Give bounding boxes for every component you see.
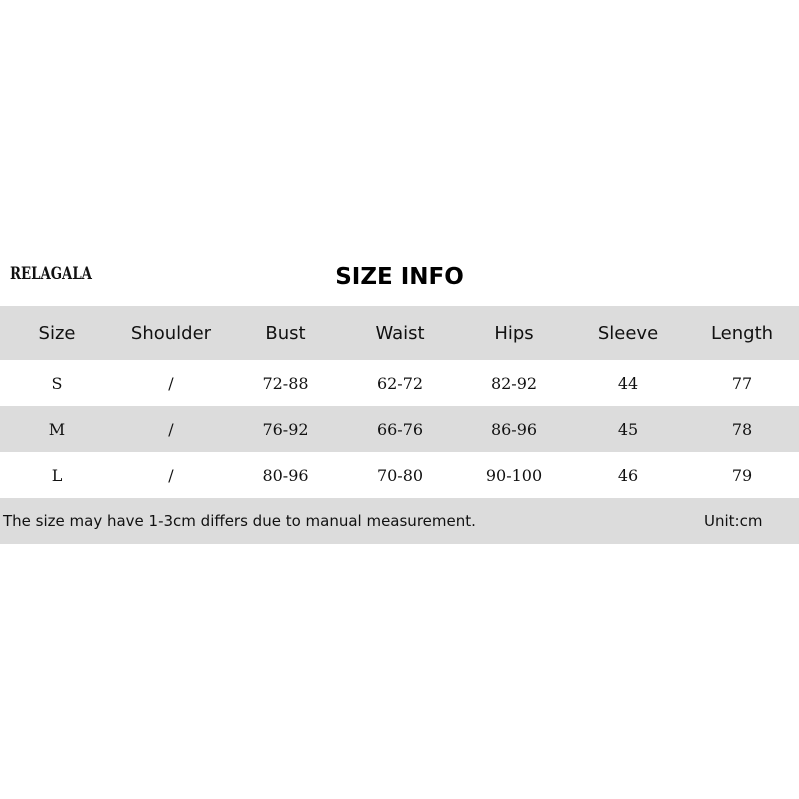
table-cell: 78	[731, 419, 753, 439]
table-cell: 80-96	[262, 465, 309, 485]
header-bust: Bust	[265, 322, 306, 344]
table-row	[0, 406, 799, 452]
table-cell: 79	[731, 465, 753, 485]
table-cell: L	[51, 465, 63, 485]
table-cell: 45	[617, 419, 639, 439]
table-cell: /	[168, 419, 174, 439]
table-cell: 72-88	[262, 373, 309, 393]
table-cell: /	[168, 373, 174, 393]
unit-label: Unit:cm	[704, 512, 763, 530]
header-sleeve: Sleeve	[597, 322, 659, 344]
table-cell: 70-80	[376, 465, 424, 485]
note-row	[0, 498, 799, 544]
table-cell: 76-92	[262, 419, 309, 439]
table-cell: 62-72	[376, 373, 424, 393]
table-cell: 90-100	[485, 465, 543, 485]
header-shoulder: Shoulder	[130, 322, 212, 344]
table-cell: S	[51, 373, 63, 393]
table-header-row	[0, 306, 799, 360]
table-cell: M	[48, 419, 66, 439]
brand-logo: RELAGALA	[10, 264, 92, 284]
table-cell: 46	[617, 465, 639, 485]
table-cell: 86-96	[490, 419, 538, 439]
header-waist: Waist	[375, 322, 425, 344]
table-cell: 82-92	[490, 373, 538, 393]
table-row	[0, 452, 799, 498]
header-size: Size	[38, 322, 76, 344]
page-title: SIZE INFO	[335, 264, 464, 290]
table-cell: 66-76	[376, 419, 424, 439]
size-table	[0, 306, 799, 498]
table-row	[0, 360, 799, 406]
header-hips: Hips	[494, 322, 534, 344]
table-cell: 44	[617, 373, 639, 393]
table-cell: 77	[731, 373, 753, 393]
measurement-note: The size may have 1-3cm differs due to manual measurement.	[3, 512, 476, 530]
header-length: Length	[710, 322, 774, 344]
table-cell: /	[168, 465, 174, 485]
